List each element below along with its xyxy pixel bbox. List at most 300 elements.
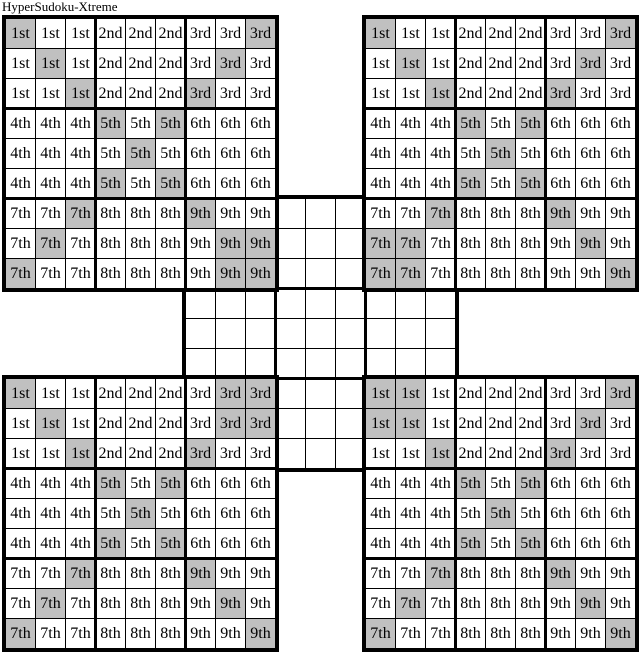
cell-top-right-r7c8: 9th [576, 199, 605, 228]
cell-top-right-r7c3: 7th [426, 199, 455, 228]
cell-bottom-left-r5c6: 5th [156, 499, 185, 528]
cell-bottom-right-r7c3: 7th [426, 559, 455, 588]
cell-top-right-r8c5: 8th [486, 229, 515, 258]
cell-top-left-r9c9: 9th [246, 259, 275, 288]
cell-bottom-right-r3c1: 1st [366, 439, 395, 468]
cell-top-right-r6c6: 5th [516, 169, 545, 198]
cell-top-left-r5c2: 4th [36, 139, 65, 168]
cell-bottom-right-r1c9: 3rd [606, 379, 635, 408]
cell-bottom-left-r2c6: 2nd [156, 409, 185, 438]
cell-bottom-left-r3c4: 2nd [96, 439, 125, 468]
cell-bottom-left-r6c8: 6th [216, 529, 245, 558]
empty-cell-center-r3c6 [336, 259, 365, 288]
cell-bottom-right-r6c2: 4th [396, 529, 425, 558]
cell-top-right-r8c1: 7th [366, 229, 395, 258]
cell-bottom-left-r9c5: 8th [126, 619, 155, 648]
cell-top-right-r5c3: 4th [426, 139, 455, 168]
cell-bottom-right-r7c7: 9th [546, 559, 575, 588]
cell-top-right-r9c7: 9th [546, 259, 575, 288]
cell-top-right-r4c2: 4th [396, 109, 425, 138]
empty-cell-center-r4c9 [426, 289, 455, 318]
cell-bottom-right-r8c6: 8th [516, 589, 545, 618]
empty-cell-center-r8c6 [336, 409, 365, 438]
box-border-line [454, 379, 457, 648]
cell-top-left-r9c3: 7th [66, 259, 95, 288]
cell-top-left-r8c9: 9th [246, 229, 275, 258]
cell-top-left-r2c9: 3rd [246, 49, 275, 78]
cell-top-left-r4c3: 4th [66, 109, 95, 138]
cell-bottom-right-r5c2: 4th [396, 499, 425, 528]
cell-top-left-r9c1: 7th [6, 259, 35, 288]
cell-top-left-r3c2: 1st [36, 79, 65, 108]
cell-top-right-r2c4: 2nd [456, 49, 485, 78]
cell-bottom-right-r4c9: 6th [606, 469, 635, 498]
box-border-line [6, 197, 275, 200]
cell-bottom-left-r5c9: 6th [246, 499, 275, 528]
cell-top-right-r7c5: 8th [486, 199, 515, 228]
cell-top-left-r3c4: 2nd [96, 79, 125, 108]
cell-top-left-r4c4: 5th [96, 109, 125, 138]
cell-bottom-right-r9c7: 9th [546, 619, 575, 648]
cell-top-right-r1c4: 2nd [456, 19, 485, 48]
empty-cell-center-r6c9 [426, 349, 455, 378]
cell-top-left-r3c9: 3rd [246, 79, 275, 108]
cell-top-left-r7c1: 7th [6, 199, 35, 228]
cell-top-left-r7c8: 9th [216, 199, 245, 228]
cell-top-right-r3c3: 1st [426, 79, 455, 108]
cell-top-left-r5c7: 6th [186, 139, 215, 168]
cell-grid-top-left [6, 19, 275, 288]
cell-top-left-r4c8: 6th [216, 109, 245, 138]
cell-bottom-right-r7c5: 8th [486, 559, 515, 588]
empty-cell-center-r6c1 [186, 349, 215, 378]
cell-top-right-r4c4: 5th [456, 109, 485, 138]
empty-cell-center-r4c5 [306, 289, 335, 318]
cell-grid-bottom-left [6, 379, 275, 648]
cell-top-left-r9c6: 8th [156, 259, 185, 288]
cell-top-right-r2c7: 3rd [546, 49, 575, 78]
cell-bottom-left-r3c5: 2nd [126, 439, 155, 468]
empty-cell-center-r2c5 [306, 229, 335, 258]
cell-top-right-r7c4: 8th [456, 199, 485, 228]
cell-bottom-left-r8c7: 9th [186, 589, 215, 618]
cell-top-right-r4c7: 6th [546, 109, 575, 138]
cell-top-left-r4c5: 5th [126, 109, 155, 138]
empty-cell-center-r9c5 [306, 439, 335, 468]
cell-bottom-left-r6c3: 4th [66, 529, 95, 558]
cell-bottom-right-r9c9: 9th [606, 619, 635, 648]
cell-bottom-left-r1c9: 3rd [246, 379, 275, 408]
cell-bottom-left-r1c7: 3rd [186, 379, 215, 408]
cell-top-left-r2c5: 2nd [126, 49, 155, 78]
cell-top-right-r9c5: 8th [486, 259, 515, 288]
cell-top-left-r2c8: 3rd [216, 49, 245, 78]
cell-top-right-r5c7: 6th [546, 139, 575, 168]
empty-cell-center-r5c4 [276, 319, 305, 348]
cell-top-left-r6c7: 6th [186, 169, 215, 198]
cell-top-right-r4c9: 6th [606, 109, 635, 138]
cell-top-left-r5c3: 4th [66, 139, 95, 168]
cell-bottom-right-r7c4: 8th [456, 559, 485, 588]
cell-bottom-right-r7c1: 7th [366, 559, 395, 588]
cell-top-left-r6c6: 5th [156, 169, 185, 198]
empty-cell-center-r2c4 [276, 229, 305, 258]
cell-top-right-r2c2: 1st [396, 49, 425, 78]
empty-cell-center-r1c4 [276, 199, 305, 228]
cell-grid-bottom-right [366, 379, 635, 648]
cell-top-right-r9c6: 8th [516, 259, 545, 288]
cell-bottom-left-r3c1: 1st [6, 439, 35, 468]
cell-top-left-r3c1: 1st [6, 79, 35, 108]
cell-top-right-r7c7: 9th [546, 199, 575, 228]
cell-bottom-left-r8c4: 8th [96, 589, 125, 618]
cell-top-left-r5c6: 5th [156, 139, 185, 168]
cell-top-right-r6c7: 6th [546, 169, 575, 198]
cell-bottom-right-r3c8: 3rd [576, 439, 605, 468]
cell-top-left-r2c3: 1st [66, 49, 95, 78]
cell-top-left-r1c3: 1st [66, 19, 95, 48]
cell-bottom-left-r4c5: 5th [126, 469, 155, 498]
cell-bottom-left-r7c9: 9th [246, 559, 275, 588]
cell-bottom-left-r2c1: 1st [6, 409, 35, 438]
cell-top-right-r3c8: 3rd [576, 79, 605, 108]
cell-top-right-r5c6: 5th [516, 139, 545, 168]
cell-bottom-right-r2c3: 1st [426, 409, 455, 438]
cell-bottom-left-r9c3: 7th [66, 619, 95, 648]
cell-bottom-right-r5c1: 4th [366, 499, 395, 528]
cell-top-right-r6c9: 6th [606, 169, 635, 198]
page-title: HyperSudoku-Xtreme [2, 0, 118, 14]
cell-bottom-right-r5c8: 6th [576, 499, 605, 528]
cell-bottom-right-r9c4: 8th [456, 619, 485, 648]
cell-top-right-r9c3: 7th [426, 259, 455, 288]
cell-bottom-left-r9c8: 9th [216, 619, 245, 648]
cell-bottom-left-r5c3: 4th [66, 499, 95, 528]
empty-cell-center-r4c2 [216, 289, 245, 318]
cell-bottom-right-r3c5: 2nd [486, 439, 515, 468]
empty-cell-center-r9c4 [276, 439, 305, 468]
cell-top-right-r7c1: 7th [366, 199, 395, 228]
cell-bottom-right-r8c1: 7th [366, 589, 395, 618]
cell-top-left-r7c4: 8th [96, 199, 125, 228]
cell-top-left-r2c1: 1st [6, 49, 35, 78]
cell-top-right-r6c8: 6th [576, 169, 605, 198]
box-border-line [184, 379, 187, 648]
cell-top-left-r2c2: 1st [36, 49, 65, 78]
cell-top-right-r5c9: 6th [606, 139, 635, 168]
cell-bottom-left-r5c5: 5th [126, 499, 155, 528]
cell-top-left-r8c5: 8th [126, 229, 155, 258]
cell-top-left-r1c8: 3rd [216, 19, 245, 48]
cell-bottom-left-r8c5: 8th [126, 589, 155, 618]
cell-bottom-right-r8c9: 9th [606, 589, 635, 618]
empty-cell-center-r6c4 [276, 349, 305, 378]
cell-top-right-r8c8: 9th [576, 229, 605, 258]
empty-cell-center-r1c6 [336, 199, 365, 228]
cell-top-right-r3c1: 1st [366, 79, 395, 108]
cell-bottom-left-r4c1: 4th [6, 469, 35, 498]
empty-cell-center-r5c1 [186, 319, 215, 348]
cell-top-right-r6c3: 4th [426, 169, 455, 198]
cell-top-left-r9c2: 7th [36, 259, 65, 288]
cell-bottom-right-r6c4: 5th [456, 529, 485, 558]
empty-cell-center-r5c6 [336, 319, 365, 348]
cell-bottom-right-r6c6: 5th [516, 529, 545, 558]
empty-cell-center-r6c3 [246, 349, 275, 378]
cell-bottom-left-r8c3: 7th [66, 589, 95, 618]
cell-bottom-left-r9c7: 9th [186, 619, 215, 648]
empty-cell-center-r7c6 [336, 379, 365, 408]
cell-bottom-left-r2c3: 1st [66, 409, 95, 438]
empty-cell-center-r6c8 [396, 349, 425, 378]
cell-bottom-left-r1c6: 2nd [156, 379, 185, 408]
cell-bottom-left-r6c7: 6th [186, 529, 215, 558]
cell-top-right-r9c9: 9th [606, 259, 635, 288]
cell-bottom-right-r2c2: 1st [396, 409, 425, 438]
cell-bottom-left-r6c5: 5th [126, 529, 155, 558]
cell-bottom-right-r8c7: 9th [546, 589, 575, 618]
cell-top-left-r1c2: 1st [36, 19, 65, 48]
empty-cell-center-r4c8 [396, 289, 425, 318]
cell-bottom-left-r3c8: 3rd [216, 439, 245, 468]
empty-cell-center-r5c9 [426, 319, 455, 348]
box-border-line [366, 557, 635, 560]
cell-bottom-right-r5c3: 4th [426, 499, 455, 528]
empty-cell-center-r5c8 [396, 319, 425, 348]
cell-bottom-left-r2c7: 3rd [186, 409, 215, 438]
cell-bottom-right-r9c2: 7th [396, 619, 425, 648]
cell-bottom-left-r8c1: 7th [6, 589, 35, 618]
cell-bottom-right-r2c5: 2nd [486, 409, 515, 438]
cell-bottom-left-r7c3: 7th [66, 559, 95, 588]
cell-top-left-r1c7: 3rd [186, 19, 215, 48]
box-border-line [454, 19, 457, 288]
cell-top-left-r7c3: 7th [66, 199, 95, 228]
box-border-line [184, 19, 187, 288]
cell-bottom-left-r3c9: 3rd [246, 439, 275, 468]
cell-top-left-r8c2: 7th [36, 229, 65, 258]
cell-bottom-right-r1c2: 1st [396, 379, 425, 408]
cell-top-left-r6c5: 5th [126, 169, 155, 198]
cell-bottom-left-r2c9: 3rd [246, 409, 275, 438]
cell-bottom-left-r4c8: 6th [216, 469, 245, 498]
cell-bottom-left-r4c9: 6th [246, 469, 275, 498]
cell-top-left-r1c9: 3rd [246, 19, 275, 48]
cell-bottom-left-r1c3: 1st [66, 379, 95, 408]
empty-cell-center-r1c5 [306, 199, 335, 228]
cell-bottom-right-r8c4: 8th [456, 589, 485, 618]
box-border-line [366, 467, 635, 470]
cell-bottom-left-r4c3: 4th [66, 469, 95, 498]
cell-top-right-r8c3: 7th [426, 229, 455, 258]
cell-bottom-right-r1c7: 3rd [546, 379, 575, 408]
cell-top-left-r6c8: 6th [216, 169, 245, 198]
cell-bottom-right-r5c9: 6th [606, 499, 635, 528]
cell-top-left-r6c9: 6th [246, 169, 275, 198]
cell-top-left-r7c6: 8th [156, 199, 185, 228]
cell-bottom-right-r3c3: 1st [426, 439, 455, 468]
cell-bottom-right-r4c1: 4th [366, 469, 395, 498]
cell-bottom-left-r2c2: 1st [36, 409, 65, 438]
cell-top-right-r5c4: 5th [456, 139, 485, 168]
empty-cell-center-r2c6 [336, 229, 365, 258]
box-border-line [366, 197, 635, 200]
cell-top-right-r9c1: 7th [366, 259, 395, 288]
cell-top-left-r5c5: 5th [126, 139, 155, 168]
cell-bottom-right-r4c4: 5th [456, 469, 485, 498]
sudoku-grid-top-left [2, 15, 279, 292]
cell-bottom-right-r2c1: 1st [366, 409, 395, 438]
cell-top-right-r6c1: 4th [366, 169, 395, 198]
empty-cell-center-r3c5 [306, 259, 335, 288]
cell-bottom-right-r1c1: 1st [366, 379, 395, 408]
cell-bottom-left-r7c7: 9th [186, 559, 215, 588]
cell-bottom-right-r8c8: 9th [576, 589, 605, 618]
cell-top-right-r2c5: 2nd [486, 49, 515, 78]
cell-bottom-left-r3c2: 1st [36, 439, 65, 468]
empty-cell-center-r5c5 [306, 319, 335, 348]
cell-bottom-left-r4c2: 4th [36, 469, 65, 498]
cell-top-left-r6c2: 4th [36, 169, 65, 198]
cell-bottom-right-r7c2: 7th [396, 559, 425, 588]
cell-bottom-left-r2c8: 3rd [216, 409, 245, 438]
cell-bottom-left-r8c9: 9th [246, 589, 275, 618]
cell-bottom-right-r3c4: 2nd [456, 439, 485, 468]
cell-bottom-right-r6c5: 5th [486, 529, 515, 558]
cell-top-right-r2c1: 1st [366, 49, 395, 78]
cell-top-left-r8c7: 9th [186, 229, 215, 258]
cell-top-right-r3c4: 2nd [456, 79, 485, 108]
empty-cell-center-r5c3 [246, 319, 275, 348]
cell-bottom-left-r6c6: 5th [156, 529, 185, 558]
cell-top-right-r5c1: 4th [366, 139, 395, 168]
cell-bottom-left-r9c4: 8th [96, 619, 125, 648]
cell-bottom-left-r3c3: 1st [66, 439, 95, 468]
cell-top-right-r4c3: 4th [426, 109, 455, 138]
cell-bottom-left-r6c9: 6th [246, 529, 275, 558]
cell-bottom-left-r6c2: 4th [36, 529, 65, 558]
cell-top-left-r3c7: 3rd [186, 79, 215, 108]
cell-bottom-left-r8c8: 9th [216, 589, 245, 618]
cell-bottom-right-r9c5: 8th [486, 619, 515, 648]
cell-top-left-r9c5: 8th [126, 259, 155, 288]
cell-top-right-r9c4: 8th [456, 259, 485, 288]
cell-bottom-left-r8c2: 7th [36, 589, 65, 618]
sudoku-grid-bottom-right [362, 375, 639, 652]
cell-top-right-r5c8: 6th [576, 139, 605, 168]
cell-top-right-r1c5: 2nd [486, 19, 515, 48]
cell-bottom-left-r4c4: 5th [96, 469, 125, 498]
cell-top-left-r6c1: 4th [6, 169, 35, 198]
cell-bottom-right-r5c4: 5th [456, 499, 485, 528]
cell-top-left-r3c8: 3rd [216, 79, 245, 108]
cell-top-left-r4c6: 5th [156, 109, 185, 138]
empty-cell-center-r8c5 [306, 409, 335, 438]
cell-bottom-right-r4c5: 5th [486, 469, 515, 498]
cell-top-left-r8c6: 8th [156, 229, 185, 258]
cell-bottom-right-r7c6: 8th [516, 559, 545, 588]
cell-top-right-r2c6: 2nd [516, 49, 545, 78]
cell-top-left-r2c4: 2nd [96, 49, 125, 78]
cell-top-right-r6c4: 5th [456, 169, 485, 198]
cell-top-right-r7c9: 9th [606, 199, 635, 228]
cell-bottom-left-r1c1: 1st [6, 379, 35, 408]
cell-top-right-r3c5: 2nd [486, 79, 515, 108]
cell-bottom-left-r2c5: 2nd [126, 409, 155, 438]
box-border-line [544, 19, 547, 288]
cell-bottom-left-r9c1: 7th [6, 619, 35, 648]
cell-top-right-r4c5: 5th [486, 109, 515, 138]
cell-top-right-r4c1: 4th [366, 109, 395, 138]
cell-top-right-r4c8: 6th [576, 109, 605, 138]
cell-top-right-r1c7: 3rd [546, 19, 575, 48]
cell-bottom-right-r1c5: 2nd [486, 379, 515, 408]
cell-top-right-r9c2: 7th [396, 259, 425, 288]
cell-bottom-right-r9c8: 9th [576, 619, 605, 648]
cell-bottom-right-r5c5: 5th [486, 499, 515, 528]
cell-bottom-right-r9c6: 8th [516, 619, 545, 648]
cell-bottom-right-r1c3: 1st [426, 379, 455, 408]
cell-grid-top-right [366, 19, 635, 288]
cell-top-left-r7c9: 9th [246, 199, 275, 228]
cell-bottom-right-r4c6: 5th [516, 469, 545, 498]
cell-bottom-right-r1c4: 2nd [456, 379, 485, 408]
empty-cell-center-r6c7 [366, 349, 395, 378]
empty-cell-center-r4c4 [276, 289, 305, 318]
cell-bottom-left-r1c2: 1st [36, 379, 65, 408]
box-border-line [544, 379, 547, 648]
cell-bottom-right-r8c5: 8th [486, 589, 515, 618]
empty-cell-center-r8c4 [276, 409, 305, 438]
cell-bottom-right-r6c3: 4th [426, 529, 455, 558]
cell-bottom-right-r4c7: 6th [546, 469, 575, 498]
cell-bottom-right-r2c9: 3rd [606, 409, 635, 438]
cell-bottom-right-r6c1: 4th [366, 529, 395, 558]
cell-bottom-left-r7c8: 9th [216, 559, 245, 588]
cell-bottom-left-r7c2: 7th [36, 559, 65, 588]
cell-top-left-r3c3: 1st [66, 79, 95, 108]
cell-top-left-r4c9: 6th [246, 109, 275, 138]
cell-top-right-r8c6: 8th [516, 229, 545, 258]
cell-top-right-r8c4: 8th [456, 229, 485, 258]
cell-bottom-right-r5c6: 5th [516, 499, 545, 528]
cell-bottom-right-r7c9: 9th [606, 559, 635, 588]
cell-bottom-left-r5c7: 6th [186, 499, 215, 528]
cell-bottom-left-r4c6: 5th [156, 469, 185, 498]
empty-cell-center-r7c4 [276, 379, 305, 408]
cell-top-right-r1c8: 3rd [576, 19, 605, 48]
cell-bottom-left-r1c5: 2nd [126, 379, 155, 408]
cell-bottom-left-r6c1: 4th [6, 529, 35, 558]
cell-top-left-r7c7: 9th [186, 199, 215, 228]
cell-bottom-right-r6c9: 6th [606, 529, 635, 558]
box-border-line [94, 379, 97, 648]
cell-top-right-r1c1: 1st [366, 19, 395, 48]
cell-bottom-right-r1c8: 3rd [576, 379, 605, 408]
cell-top-left-r1c4: 2nd [96, 19, 125, 48]
empty-cell-center-r4c6 [336, 289, 365, 318]
cell-top-right-r5c5: 5th [486, 139, 515, 168]
cell-bottom-left-r4c7: 6th [186, 469, 215, 498]
cell-top-left-r2c7: 3rd [186, 49, 215, 78]
cell-top-right-r8c9: 9th [606, 229, 635, 258]
cell-top-right-r3c9: 3rd [606, 79, 635, 108]
empty-cell-center-r6c5 [306, 349, 335, 378]
cell-bottom-right-r2c6: 2nd [516, 409, 545, 438]
cell-bottom-right-r2c7: 3rd [546, 409, 575, 438]
empty-cell-center-r5c2 [216, 319, 245, 348]
cell-bottom-left-r8c6: 8th [156, 589, 185, 618]
